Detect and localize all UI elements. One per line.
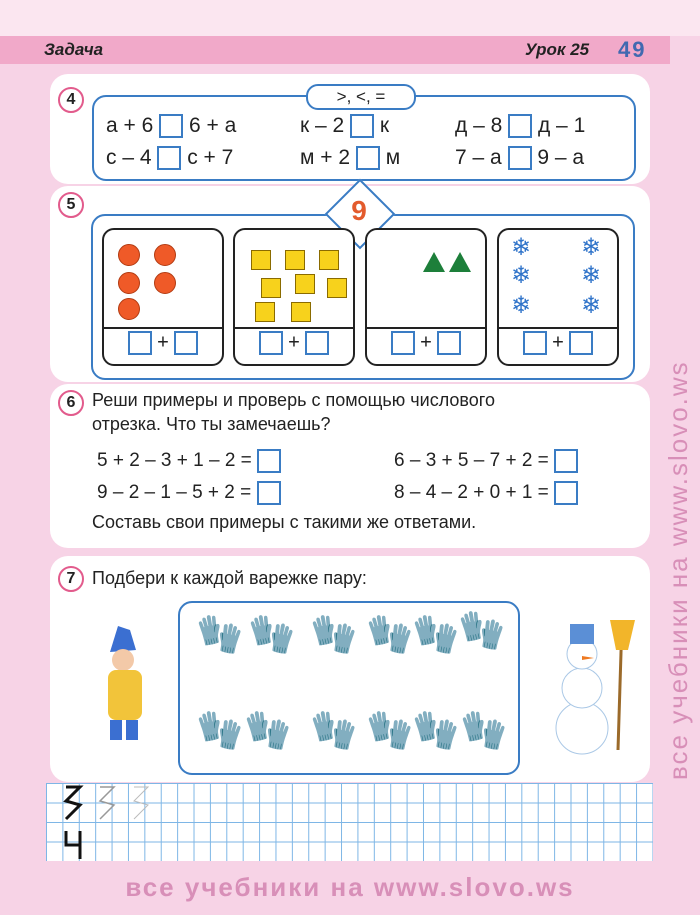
divider [104, 327, 222, 329]
expr: к [379, 114, 390, 137]
top-band [0, 0, 700, 36]
example-text: 8 – 4 – 2 + 0 + 1 = [394, 482, 549, 504]
task7-number: 7 [58, 566, 84, 592]
panel-triangles [365, 228, 487, 366]
plus-sign: + [288, 331, 300, 354]
answer-box[interactable] [257, 449, 281, 473]
answer-box[interactable] [569, 331, 593, 355]
expr: д – 8 [455, 114, 503, 137]
mitten-icon[interactable]: 🧤 [412, 614, 460, 656]
mitten-icon[interactable]: 🧤 [366, 614, 414, 656]
answer-box[interactable] [159, 114, 183, 138]
answer-box[interactable] [554, 481, 578, 505]
expr: м + 2 [300, 146, 351, 169]
panel-squares [233, 228, 355, 366]
example-4 [394, 481, 578, 505]
snowflake-icon: ❄ [581, 234, 602, 261]
compare-row-1 [106, 114, 236, 138]
writing-grid [46, 783, 653, 861]
answer-box[interactable] [305, 331, 329, 355]
answer-box[interactable] [174, 331, 198, 355]
target-number: 9 [351, 195, 367, 226]
square-shape [285, 250, 305, 270]
square-shape [291, 302, 311, 322]
compare-row-2b [300, 146, 400, 170]
triangle-shape [423, 252, 445, 272]
example-3 [97, 481, 281, 505]
compare-row-2c [455, 146, 584, 170]
snowman-illustration [540, 610, 650, 760]
expr: 9 – а [537, 146, 585, 169]
circle-shape [154, 244, 176, 266]
divider [235, 327, 353, 329]
example-text: 9 – 2 – 1 – 5 + 2 = [97, 482, 252, 504]
bottom-watermark: все учебники на www.slovo.ws [125, 872, 575, 902]
task5-number: 5 [58, 192, 84, 218]
compare-row-1b [300, 114, 389, 138]
task6-text-line2: отрезка. Что ты замечаешь? [92, 414, 331, 434]
child-illustration [90, 620, 160, 750]
snowflake-icon: ❄ [511, 234, 532, 261]
split-boxes [104, 331, 222, 355]
task4-number: 4 [58, 87, 84, 113]
example-text: 6 – 3 + 5 – 7 + 2 = [394, 450, 549, 472]
circle-shape [154, 272, 176, 294]
compare-symbols: >, <, = [306, 84, 416, 110]
circle-shape [118, 244, 140, 266]
panel-snowflakes [497, 228, 619, 366]
split-boxes [367, 331, 485, 355]
split-boxes [499, 331, 617, 355]
answer-box[interactable] [508, 146, 532, 170]
divider [499, 327, 617, 329]
section-title: Задача [44, 40, 104, 59]
mitten-icon[interactable]: 🧤 [460, 710, 508, 752]
plus-sign: + [420, 331, 432, 354]
task6-text-line1: Реши примеры и проверь с помощью числового [92, 390, 495, 410]
triangle-shape [449, 252, 471, 272]
task6-text-line3: Составь свои примеры с такими же ответами. [92, 512, 477, 532]
snowflake-icon: ❄ [511, 262, 532, 289]
compare-row-1c [455, 114, 585, 138]
circle-shape [118, 298, 140, 320]
mitten-icon[interactable]: 🧤 [310, 710, 358, 752]
mitten-icon[interactable]: 🧤 [412, 710, 460, 752]
mitten-icon[interactable]: 🧤 [248, 614, 296, 656]
answer-box[interactable] [554, 449, 578, 473]
expr: с – 4 [106, 146, 152, 169]
expr: 7 – а [455, 146, 502, 169]
task7-text: Подбери к каждой варежке пару: [92, 568, 367, 588]
answer-box[interactable] [437, 331, 461, 355]
expr: д – 1 [537, 114, 586, 137]
panel-circles [102, 228, 224, 366]
square-shape [319, 250, 339, 270]
snowflake-icon: ❄ [581, 292, 602, 319]
answer-box[interactable] [257, 481, 281, 505]
square-shape [327, 278, 347, 298]
expr: 6 + а [188, 114, 237, 137]
task6-number: 6 [58, 390, 84, 416]
mitten-icon[interactable]: 🧤 [458, 610, 506, 652]
answer-box[interactable] [508, 114, 532, 138]
answer-box[interactable] [350, 114, 374, 138]
answer-box[interactable] [391, 331, 415, 355]
mitten-icon[interactable]: 🧤 [310, 614, 358, 656]
lesson-title: Урок 25 [525, 40, 590, 59]
expr: к – 2 [300, 114, 345, 137]
mitten-icon[interactable]: 🧤 [244, 710, 292, 752]
expr: с + 7 [187, 146, 234, 169]
plus-sign: + [157, 331, 169, 354]
expr: а + 6 [106, 114, 154, 137]
answer-box[interactable] [523, 331, 547, 355]
page-header [0, 36, 670, 64]
snowflake-icon: ❄ [581, 262, 602, 289]
answer-box[interactable] [356, 146, 380, 170]
plus-sign: + [552, 331, 564, 354]
expr: м [385, 146, 401, 169]
compare-row-2 [106, 146, 233, 170]
mitten-icon[interactable]: 🧤 [366, 710, 414, 752]
square-shape [255, 302, 275, 322]
answer-box[interactable] [157, 146, 181, 170]
example-1 [97, 449, 281, 473]
page-number: 49 [618, 37, 647, 62]
mitten-icon[interactable]: 🧤 [196, 710, 244, 752]
square-shape [251, 250, 271, 270]
circle-shape [118, 272, 140, 294]
split-boxes [235, 331, 353, 355]
example-text: 5 + 2 – 3 + 1 – 2 = [97, 450, 252, 472]
answer-box[interactable] [259, 331, 283, 355]
square-shape [261, 278, 281, 298]
answer-box[interactable] [128, 331, 152, 355]
square-shape [295, 274, 315, 294]
side-watermark: все учебники на www.slovo.ws [663, 360, 693, 780]
mitten-icon[interactable]: 🧤 [196, 614, 244, 656]
mittens-frame [178, 601, 520, 775]
snowflake-icon: ❄ [511, 292, 532, 319]
example-2 [394, 449, 578, 473]
divider [367, 327, 485, 329]
